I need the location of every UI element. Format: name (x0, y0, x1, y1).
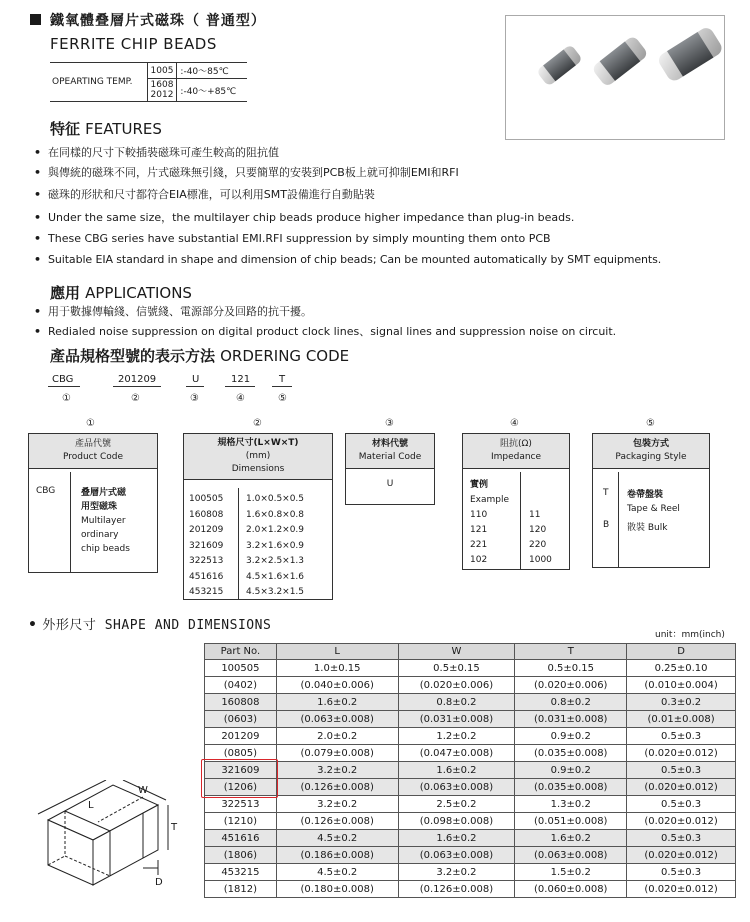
product-code-box (28, 433, 158, 573)
col-header-l: L (276, 644, 398, 660)
table-row: 201209 2.0±0.2 1.2±0.2 0.9±0.2 0.5±0.3 (205, 728, 736, 745)
imp-row: 102 1000 (470, 555, 552, 565)
col-header-d: D (627, 644, 736, 660)
product-code-header-cn: 產品代號 (74, 439, 111, 449)
features-title-en: FEATURES (85, 120, 162, 138)
table-row: (0603) (0.063±0.008) (0.031±0.008) (0.031±0.008) (0.01±0.008) (205, 711, 736, 728)
table-row: 321609 3.2±0.2 1.6±0.2 0.9±0.2 0.5±0.3 (205, 762, 736, 779)
feature-item-1: • 在同樣的尺寸下較插裝磁珠可產生較高的阻抗值 (34, 146, 279, 159)
dim-row: 160808 1.6×0.8×0.8 (189, 509, 305, 520)
dimensions-list (189, 492, 304, 601)
box-num-2: ② (253, 418, 262, 429)
dimensions-header-mm: (mm) (245, 451, 271, 461)
dimensions-table (204, 643, 736, 898)
op-temp-block (50, 62, 247, 102)
dim-row: 453215 4.5×3.2×1.5 (189, 587, 305, 597)
op-temp-label: OPEARTING TEMP. (50, 63, 147, 102)
feature-item-6: • Suitable EIA standard in shape and dimension of chip beads; Can be mounted automatically by SMT equipments. (34, 253, 662, 266)
product-code-header-en: Product Code (62, 452, 124, 462)
drawing-label-d: D (155, 877, 163, 888)
code-num-5: ⑤ (278, 393, 287, 404)
code-num-4: ④ (236, 393, 245, 404)
impedance-box (462, 433, 570, 570)
chip-beads-image (506, 16, 724, 139)
drawing-label-l: L (88, 800, 94, 811)
ordering-title-cn: 產品規格型號的表示方法 (50, 347, 216, 365)
op-temp-size-2: 1608 2012 (147, 79, 177, 102)
impedance-header-cn: 阻抗(Ω) (500, 439, 532, 449)
product-photo (505, 15, 725, 140)
applications-heading (50, 282, 192, 303)
feature-item-3: • 磁珠的形狀和尺寸都符合EIA標准，可以利用SMT設備進行自動貼裝 (34, 188, 375, 201)
impedance-list (470, 478, 552, 568)
box-num-5: ⑤ (646, 418, 655, 429)
dimensions-header-cn: 規格尺寸(L×W×T) (217, 438, 299, 448)
packaging-box (592, 433, 710, 568)
drawing-label-w: W (138, 785, 148, 796)
imp-row: 221 220 (470, 540, 547, 550)
table-row: (1210) (0.126±0.008) (0.098±0.008) (0.051±0.008) (0.020±0.012) (205, 813, 736, 830)
unit-label: unit：mm(inch) (655, 630, 725, 640)
material-code-value: U (386, 479, 394, 489)
table-row: (1806) (0.186±0.008) (0.063±0.008) (0.063±0.008) (0.020±0.012) (205, 847, 736, 864)
op-temp-range-2: :-40～+85℃ (177, 79, 247, 102)
feature-item-2: • 與傳統的磁珠不同，片式磁珠無引綫，只要簡單的安裝到PCB板上就可抑制EMI和RFI (34, 166, 459, 179)
imp-row: 121 120 (470, 525, 547, 535)
table-row: (1812) (0.180±0.008) (0.126±0.008) (0.060±0.008) (0.020±0.012) (205, 881, 736, 898)
col-header-part: Part No. (205, 644, 277, 660)
material-header-cn: 材料代號 (371, 439, 408, 449)
imp-row: 110 11 (470, 510, 541, 520)
table-row: 451616 4.5±0.2 1.6±0.2 1.6±0.2 0.5±0.3 (205, 830, 736, 847)
table-row: (0402) (0.040±0.006) (0.020±0.006) (0.020±0.006) (0.010±0.004) (205, 677, 736, 694)
dimensions-box (183, 433, 333, 600)
col-header-w: W (398, 644, 515, 660)
dim-row: 321609 3.2×1.6×0.9 (189, 540, 305, 551)
col-header-t: T (515, 644, 627, 660)
application-item-1: • 用于數據傳輸綫、信號綫、電源部分及回路的抗干擾。 (34, 305, 312, 318)
code-1: CBG (52, 374, 74, 385)
dim-row: 322513 3.2×2.5×1.3 (189, 556, 305, 566)
table-row: (0805) (0.079±0.008) (0.047±0.008) (0.035±0.008) (0.020±0.012) (205, 745, 736, 762)
material-header-en: Material Code (358, 452, 422, 462)
box-num-3: ③ (385, 418, 394, 429)
shape-title: 外形尺寸 SHAPE AND DIMENSIONS (42, 618, 272, 633)
dim-row: 451616 4.5×1.6×1.6 (189, 571, 305, 582)
title-cn: 鐵氧體叠層片式磁珠（ 普通型） (50, 13, 266, 29)
packaging-header-en: Packaging Style (615, 452, 687, 462)
dim-row: 100505 1.0×0.5×0.5 (189, 494, 305, 504)
material-box (345, 433, 435, 505)
applications-title-en: APPLICATIONS (85, 284, 192, 302)
box-num-1: ① (86, 418, 95, 429)
application-item-2: • Redialed noise suppression on digital product clock lines、signal lines and suppression noise on circuit. (34, 325, 617, 338)
table-row: 453215 4.5±0.2 3.2±0.2 1.5±0.2 0.5±0.3 (205, 864, 736, 881)
packaging-t-desc: 卷帶盤裝 Tape & Reel (627, 490, 680, 514)
op-temp-size-1: 1005 (147, 63, 177, 79)
features-title-cn: 特征 (50, 120, 81, 138)
packaging-header-cn: 包裝方式 (632, 439, 669, 449)
dimensions-header-en: Dimensions (231, 464, 285, 474)
table-row: 160808 1.6±0.2 0.8±0.2 0.8±0.2 0.3±0.2 (205, 694, 736, 711)
dim-row: 201209 2.0×1.2×0.9 (189, 525, 305, 535)
table-row: 100505 1.0±0.15 0.5±0.15 0.5±0.15 0.25±0.10 (205, 660, 736, 677)
packaging-b-code: B (603, 520, 610, 530)
op-temp-range-1: :-40～85℃ (177, 63, 247, 79)
feature-item-5: • These CBG series have substantial EMI.RFI suppression by simply mounting them onto PCB (34, 232, 551, 245)
code-3: U (192, 374, 200, 385)
ordering-title-en: ORDERING CODE (220, 347, 350, 365)
drawing-label-t: T (171, 822, 178, 833)
shape-heading: • 外形尺寸 SHAPE AND DIMENSIONS (28, 617, 272, 633)
ordering-heading (50, 345, 349, 366)
table-header-row (205, 644, 736, 660)
highlight-box (201, 759, 278, 798)
title-en: FERRITE CHIP BEADS (50, 35, 217, 53)
table-row: (1206) (0.126±0.008) (0.063±0.008) (0.035±0.008) (0.020±0.012) (205, 779, 736, 796)
product-code-value: CBG (36, 486, 56, 496)
impedance-example-en: Example (470, 495, 510, 505)
feature-item-4: • Under the same size，the multilayer chip beads produce higher impedance than plug-in beads. (34, 211, 575, 224)
packaging-t-code: T (603, 488, 609, 498)
title-square-icon (30, 14, 41, 25)
code-4: 121 (231, 374, 251, 385)
code-num-3: ③ (190, 393, 199, 404)
impedance-header-en: Impedance (490, 452, 542, 462)
applications-title-cn: 應用 (50, 284, 81, 302)
table-row: 322513 3.2±0.2 2.5±0.2 1.3±0.2 0.5±0.3 (205, 796, 736, 813)
impedance-example-cn: 實例 (470, 480, 489, 490)
op-temp-table (50, 62, 247, 102)
features-heading (50, 118, 162, 139)
code-2: 201209 (118, 374, 157, 385)
box-num-4: ④ (510, 418, 519, 429)
packaging-b-desc: 散裝 Bulk (627, 523, 668, 533)
code-num-1: ① (62, 393, 71, 404)
code-num-2: ② (131, 393, 140, 404)
product-code-desc: 叠層片式磁 用型磁珠 Multilayer ordinary chip beads (81, 488, 130, 554)
code-5: T (279, 374, 286, 385)
chip-dimension-drawing (18, 780, 183, 890)
